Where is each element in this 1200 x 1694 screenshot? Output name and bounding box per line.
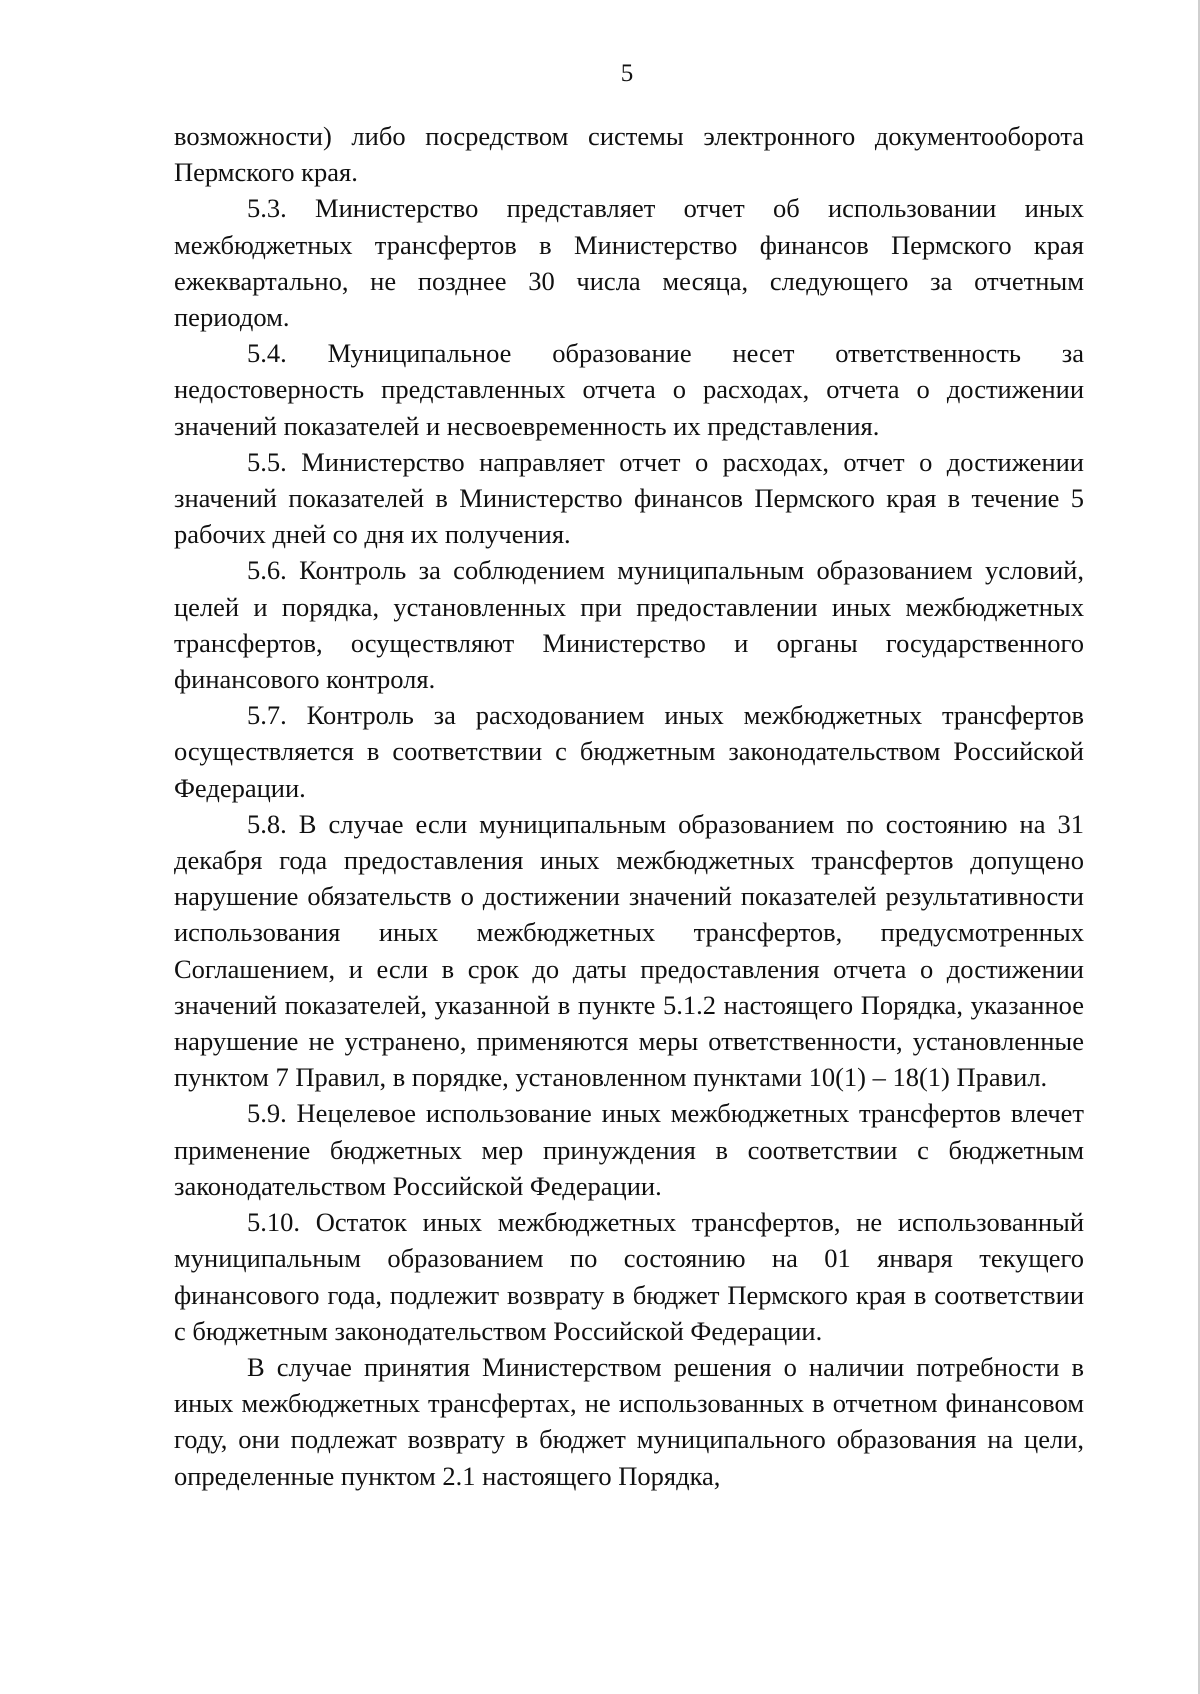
paragraph-5-4: 5.4. Муниципальное образование несет ответственность за недостоверность представленных отчета о расходах, отчета о достижении значений показателей и несвоевременность их представления. <box>174 338 1084 441</box>
document-body <box>174 118 1084 1494</box>
paragraph-5-10: 5.10. Остаток иных межбюджетных трансфертов, не использованный муниципальным образованием по состоянию на 01 января текущего финансового года, подлежит возврату в бюджет Пермского края в соответствии с бюджетным законодательством Российской Федерации. <box>174 1207 1084 1346</box>
paragraph-5-10-continuation: В случае принятия Министерством решения о наличии потребности в иных межбюджетных трансфертах, не использованных в отчетном финансовом году, они подлежат возврату в бюджет муниципального образования на цели, определенные пунктом 2.1 настоящего Порядка, <box>174 1351 1084 1491</box>
paragraph-5-7: 5.7. Контроль за расходованием иных межбюджетных трансфертов осуществляется в соответствии с бюджетным законодательством Российской Федерации. <box>174 700 1084 803</box>
paragraph-5-8: 5.8. В случае если муниципальным образованием по состоянию на 31 декабря года предоставления иных межбюджетных трансфертов допущено нарушение обязательств о достижении значений показателей результативности использования иных межбюджетных трансфертов, предусмотренных Соглашением, и если в срок до даты предоставления отчета о достижении значений показателей, указанной в пункте 5.1.2 настоящего Порядка, указанное нарушение не устранено, применяются меры ответственности, установленные пунктом 7 Правил, в порядке, установленном пунктами 10(1) – 18(1) Правил. <box>174 808 1084 1093</box>
paragraph-5-5: 5.5. Министерство направляет отчет о расходах, отчет о достижении значений показателей в Министерство финансов Пермского края в течение 5 рабочих дней со дня их получения. <box>174 446 1084 550</box>
paragraph-5-6: 5.6. Контроль за соблюдением муниципальным образованием условий, целей и порядка, установленных при предоставлении иных межбюджетных трансфертов, осуществляют Министерство и органы государственного финансового контроля. <box>174 555 1084 695</box>
page-number: 5 <box>620 60 634 87</box>
paragraph-5-9: 5.9. Нецелевое использование иных межбюджетных трансфертов влечет применение бюджетных мер принуждения в соответствии с бюджетным законодательством Российской Федерации. <box>174 1098 1084 1201</box>
paragraph-5-3: 5.3. Министерство представляет отчет об использовании иных межбюджетных трансфертов в Министерство финансов Пермского края ежеквартально, не позднее 30 числа месяца, следующего за отчетным периодом. <box>174 193 1084 333</box>
paragraph-continuation: возможности) либо посредством системы электронного документооборота Пермского края. <box>174 121 1084 188</box>
